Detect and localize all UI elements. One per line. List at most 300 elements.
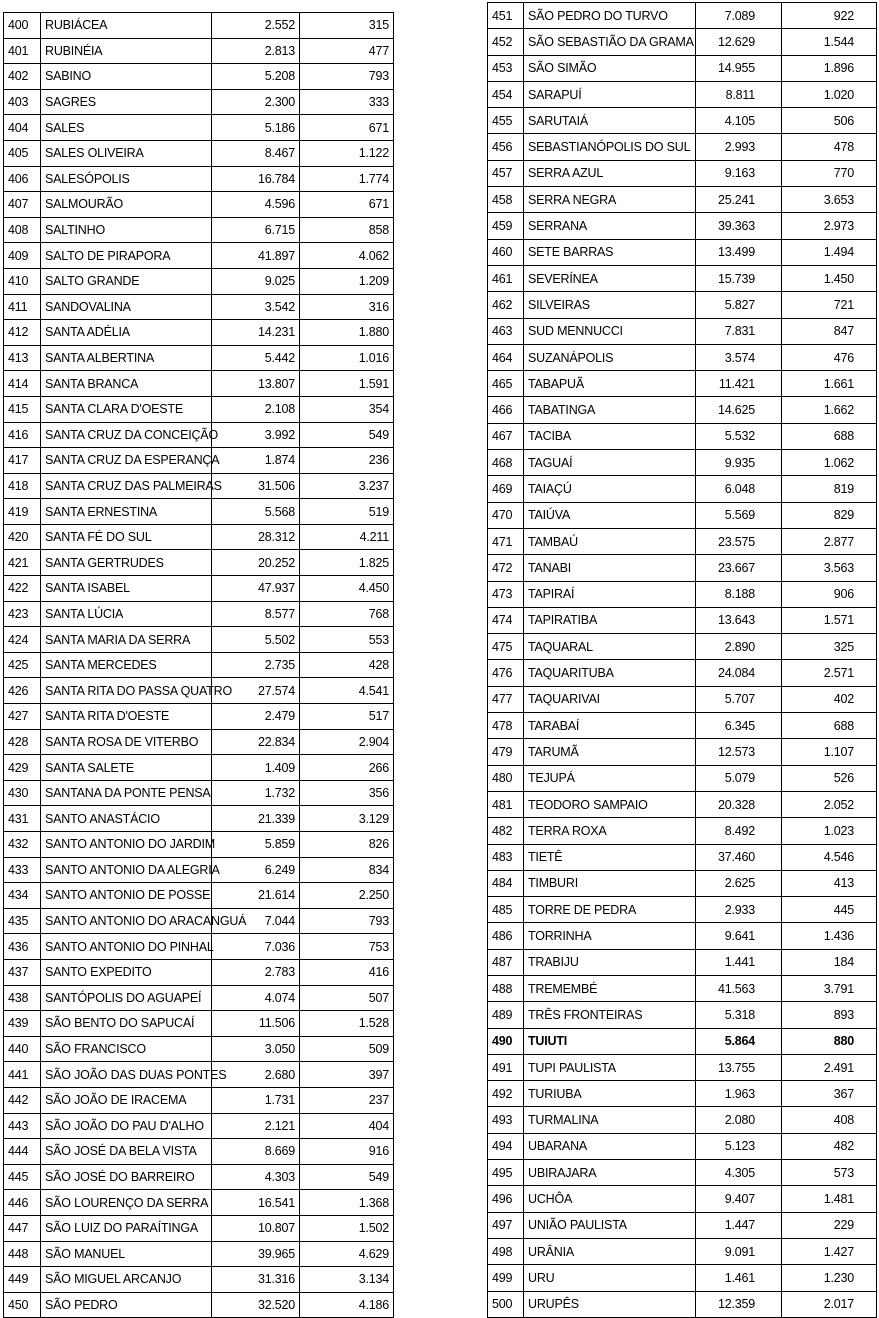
row-number: 426	[4, 678, 41, 704]
municipality-name: SÃO MANUEL	[41, 1241, 212, 1267]
table-row	[4, 576, 394, 602]
table-row	[4, 396, 394, 422]
value-1: 5.859	[212, 832, 300, 858]
value-2: 1.825	[300, 550, 394, 576]
table-row	[4, 1292, 394, 1318]
value-1: 8.577	[212, 601, 300, 627]
table-row	[488, 686, 877, 712]
value-2: 325	[782, 634, 877, 660]
row-number: 415	[4, 396, 41, 422]
value-1: 13.643	[696, 607, 782, 633]
value-2: 478	[782, 134, 877, 160]
value-1: 23.667	[696, 555, 782, 581]
row-number: 479	[488, 739, 524, 765]
value-2: 2.571	[782, 660, 877, 686]
value-1: 14.625	[696, 397, 782, 423]
value-1: 6.249	[212, 857, 300, 883]
value-2: 402	[782, 686, 877, 712]
value-1: 12.629	[696, 29, 782, 55]
value-1: 2.783	[212, 959, 300, 985]
value-2: 1.062	[782, 450, 877, 476]
value-1: 2.735	[212, 652, 300, 678]
row-number: 410	[4, 268, 41, 294]
table-row	[488, 870, 877, 896]
table-row	[488, 1081, 877, 1107]
municipality-name: TERRA ROXA	[524, 818, 696, 844]
value-2: 1.450	[782, 265, 877, 291]
table-row	[4, 1139, 394, 1165]
value-1: 5.502	[212, 627, 300, 653]
value-2: 916	[300, 1139, 394, 1165]
value-2: 1.774	[300, 166, 394, 192]
value-1: 2.813	[212, 38, 300, 64]
municipality-name: SANTO EXPEDITO	[41, 959, 212, 985]
value-1: 13.755	[696, 1054, 782, 1080]
value-1: 5.864	[696, 1028, 782, 1054]
table-row	[4, 1011, 394, 1037]
row-number: 490	[488, 1028, 524, 1054]
value-2: 506	[782, 108, 877, 134]
value-2: 354	[300, 396, 394, 422]
value-1: 2.108	[212, 396, 300, 422]
table-row	[488, 923, 877, 949]
table-row	[488, 791, 877, 817]
row-number: 478	[488, 713, 524, 739]
table-row	[488, 476, 877, 502]
municipality-name: TAMBAÚ	[524, 528, 696, 554]
municipality-name: SAGRES	[41, 89, 212, 115]
municipality-name: SÃO JOÃO DO PAU D'ALHO	[41, 1113, 212, 1139]
table-row	[4, 38, 394, 64]
municipality-name: SEBASTIANÓPOLIS DO SUL	[524, 134, 696, 160]
value-1: 1.963	[696, 1081, 782, 1107]
value-1: 8.492	[696, 818, 782, 844]
value-2: 476	[782, 344, 877, 370]
row-number: 452	[488, 29, 524, 55]
row-number: 406	[4, 166, 41, 192]
value-1: 39.965	[212, 1241, 300, 1267]
value-2: 880	[782, 1028, 877, 1054]
value-2: 4.541	[300, 678, 394, 704]
value-2: 236	[300, 448, 394, 474]
value-1: 28.312	[212, 524, 300, 550]
value-2: 721	[782, 292, 877, 318]
table-row	[4, 985, 394, 1011]
municipality-name: SILVEIRAS	[524, 292, 696, 318]
value-2: 2.017	[782, 1291, 877, 1317]
municipality-name: SANTA ERNESTINA	[41, 499, 212, 525]
value-1: 5.208	[212, 64, 300, 90]
table-row	[4, 1036, 394, 1062]
table-row	[488, 81, 877, 107]
value-2: 1.023	[782, 818, 877, 844]
row-number: 418	[4, 473, 41, 499]
municipality-name: TIETÊ	[524, 844, 696, 870]
table-row	[488, 634, 877, 660]
municipality-name: TORRE DE PEDRA	[524, 897, 696, 923]
municipality-name: SÃO MIGUEL ARCANJO	[41, 1267, 212, 1293]
municipality-name: SÃO JOÃO DAS DUAS PONTES	[41, 1062, 212, 1088]
value-2: 1.481	[782, 1186, 877, 1212]
table-row	[4, 243, 394, 269]
value-2: 3.791	[782, 975, 877, 1001]
row-number: 423	[4, 601, 41, 627]
value-2: 1.020	[782, 81, 877, 107]
municipality-name: TANABI	[524, 555, 696, 581]
row-number: 497	[488, 1212, 524, 1238]
row-number: 447	[4, 1215, 41, 1241]
value-1: 27.574	[212, 678, 300, 704]
row-number: 485	[488, 897, 524, 923]
value-1: 3.542	[212, 294, 300, 320]
value-2: 507	[300, 985, 394, 1011]
row-number: 422	[4, 576, 41, 602]
row-number: 465	[488, 371, 524, 397]
municipality-name: SANTO ANTONIO DO JARDIM	[41, 832, 212, 858]
municipality-name: SANTA CRUZ DA ESPERANÇA	[41, 448, 212, 474]
table-row	[4, 448, 394, 474]
value-1: 2.080	[696, 1107, 782, 1133]
table-row	[4, 857, 394, 883]
municipality-name: SÃO SIMÃO	[524, 55, 696, 81]
value-1: 7.089	[696, 3, 782, 29]
row-number: 446	[4, 1190, 41, 1216]
table-row	[4, 524, 394, 550]
value-2: 688	[782, 423, 877, 449]
value-1: 5.532	[696, 423, 782, 449]
value-2: 2.491	[782, 1054, 877, 1080]
table-row	[4, 1113, 394, 1139]
table-row	[4, 1267, 394, 1293]
value-1: 9.641	[696, 923, 782, 949]
value-1: 2.552	[212, 13, 300, 39]
table-row	[4, 780, 394, 806]
municipality-name: SANTA LÚCIA	[41, 601, 212, 627]
value-2: 793	[300, 64, 394, 90]
row-number: 403	[4, 89, 41, 115]
value-1: 15.739	[696, 265, 782, 291]
row-number: 439	[4, 1011, 41, 1037]
table-row	[4, 473, 394, 499]
table-row	[488, 1238, 877, 1264]
municipality-name: SÃO LUIZ DO PARAÍTINGA	[41, 1215, 212, 1241]
value-1: 8.669	[212, 1139, 300, 1165]
value-1: 5.079	[696, 765, 782, 791]
row-number: 419	[4, 499, 41, 525]
value-2: 906	[782, 581, 877, 607]
value-1: 4.074	[212, 985, 300, 1011]
table-row	[4, 627, 394, 653]
value-1: 1.447	[696, 1212, 782, 1238]
municipality-name: SANDOVALINA	[41, 294, 212, 320]
municipality-name: RUBINÉIA	[41, 38, 212, 64]
value-1: 9.163	[696, 160, 782, 186]
value-1: 2.121	[212, 1113, 300, 1139]
municipality-name: SARAPUÍ	[524, 81, 696, 107]
table-row	[488, 1107, 877, 1133]
value-1: 2.890	[696, 634, 782, 660]
table-row	[4, 166, 394, 192]
row-number: 442	[4, 1087, 41, 1113]
table-row	[4, 908, 394, 934]
municipality-name: TABAPUÃ	[524, 371, 696, 397]
table-row	[488, 239, 877, 265]
value-1: 31.506	[212, 473, 300, 499]
value-2: 408	[782, 1107, 877, 1133]
value-1: 8.811	[696, 81, 782, 107]
row-number: 409	[4, 243, 41, 269]
value-1: 7.831	[696, 318, 782, 344]
table-row	[488, 1265, 877, 1291]
value-1: 16.784	[212, 166, 300, 192]
row-number: 494	[488, 1133, 524, 1159]
municipality-name: TRÊS FRONTEIRAS	[524, 1002, 696, 1028]
municipality-name: SANTA GERTRUDES	[41, 550, 212, 576]
value-2: 1.368	[300, 1190, 394, 1216]
municipality-name: SANTA ISABEL	[41, 576, 212, 602]
value-2: 1.544	[782, 29, 877, 55]
row-number: 475	[488, 634, 524, 660]
table-row	[488, 29, 877, 55]
table-row	[4, 959, 394, 985]
municipality-name: TAPIRAÍ	[524, 581, 696, 607]
municipality-name: SANTA ALBERTINA	[41, 345, 212, 371]
row-number: 459	[488, 213, 524, 239]
row-number: 417	[4, 448, 41, 474]
table-row	[488, 3, 877, 29]
value-1: 5.123	[696, 1133, 782, 1159]
table-row	[488, 1054, 877, 1080]
value-2: 509	[300, 1036, 394, 1062]
row-number: 467	[488, 423, 524, 449]
value-1: 6.048	[696, 476, 782, 502]
row-number: 466	[488, 397, 524, 423]
municipality-name: SANTO ANTONIO DO PINHAL	[41, 934, 212, 960]
table-row	[4, 550, 394, 576]
value-2: 237	[300, 1087, 394, 1113]
value-2: 1.896	[782, 55, 877, 81]
value-1: 5.569	[696, 502, 782, 528]
municipality-name: UNIÃO PAULISTA	[524, 1212, 696, 1238]
table-row	[4, 422, 394, 448]
table-row	[488, 713, 877, 739]
value-2: 1.427	[782, 1238, 877, 1264]
row-number: 437	[4, 959, 41, 985]
value-1: 4.305	[696, 1160, 782, 1186]
table-row	[4, 13, 394, 39]
table-row	[488, 55, 877, 81]
row-number: 421	[4, 550, 41, 576]
municipality-name: URU	[524, 1265, 696, 1291]
value-2: 1.209	[300, 268, 394, 294]
table-row	[488, 897, 877, 923]
row-number: 477	[488, 686, 524, 712]
value-2: 3.129	[300, 806, 394, 832]
municipality-name: UBARANA	[524, 1133, 696, 1159]
municipality-name: SALTO GRANDE	[41, 268, 212, 294]
value-1: 1.441	[696, 949, 782, 975]
value-1: 9.091	[696, 1238, 782, 1264]
row-number: 401	[4, 38, 41, 64]
value-2: 2.877	[782, 528, 877, 554]
value-1: 41.563	[696, 975, 782, 1001]
table-body-right	[488, 3, 877, 1318]
value-2: 1.230	[782, 1265, 877, 1291]
row-number: 487	[488, 949, 524, 975]
municipality-name: TAIAÇÚ	[524, 476, 696, 502]
row-number: 413	[4, 345, 41, 371]
value-1: 20.252	[212, 550, 300, 576]
value-1: 11.421	[696, 371, 782, 397]
row-number: 443	[4, 1113, 41, 1139]
value-1: 3.992	[212, 422, 300, 448]
municipality-name: SÃO LOURENÇO DA SERRA	[41, 1190, 212, 1216]
municipality-name: SANTA RITA DO PASSA QUATRO	[41, 678, 212, 704]
row-number: 436	[4, 934, 41, 960]
table-row	[4, 192, 394, 218]
row-number: 489	[488, 1002, 524, 1028]
value-2: 333	[300, 89, 394, 115]
municipality-name: SANTA MARIA DA SERRA	[41, 627, 212, 653]
row-number: 420	[4, 524, 41, 550]
row-number: 416	[4, 422, 41, 448]
value-1: 12.359	[696, 1291, 782, 1317]
table-row	[4, 1241, 394, 1267]
value-1: 6.715	[212, 217, 300, 243]
row-number: 468	[488, 450, 524, 476]
row-number: 431	[4, 806, 41, 832]
table-row	[4, 268, 394, 294]
municipality-name: SANTO ANASTÁCIO	[41, 806, 212, 832]
value-1: 9.407	[696, 1186, 782, 1212]
table-row	[488, 1160, 877, 1186]
municipality-name: TAQUARAL	[524, 634, 696, 660]
municipality-table-left	[3, 12, 394, 1318]
municipality-name: TURMALINA	[524, 1107, 696, 1133]
row-number: 496	[488, 1186, 524, 1212]
table-row	[488, 292, 877, 318]
table-row	[4, 806, 394, 832]
row-number: 498	[488, 1238, 524, 1264]
row-number: 453	[488, 55, 524, 81]
table-row	[4, 1190, 394, 1216]
municipality-name: SANTA MERCEDES	[41, 652, 212, 678]
value-1: 3.050	[212, 1036, 300, 1062]
table-row	[4, 1087, 394, 1113]
value-2: 413	[782, 870, 877, 896]
value-1: 4.303	[212, 1164, 300, 1190]
table-row	[488, 528, 877, 554]
value-2: 229	[782, 1212, 877, 1238]
row-number: 474	[488, 607, 524, 633]
value-2: 3.563	[782, 555, 877, 581]
value-1: 4.105	[696, 108, 782, 134]
table-row	[4, 755, 394, 781]
table-row	[4, 652, 394, 678]
row-number: 471	[488, 528, 524, 554]
table-row	[4, 345, 394, 371]
row-number: 429	[4, 755, 41, 781]
municipality-name: TAIÚVA	[524, 502, 696, 528]
table-row	[488, 949, 877, 975]
row-number: 444	[4, 1139, 41, 1165]
table-row	[488, 108, 877, 134]
municipality-name: SANTA RITA D'OESTE	[41, 704, 212, 730]
row-number: 500	[488, 1291, 524, 1317]
value-2: 671	[300, 192, 394, 218]
row-number: 480	[488, 765, 524, 791]
value-2: 4.450	[300, 576, 394, 602]
municipality-name: SANTA CRUZ DA CONCEIÇÃO	[41, 422, 212, 448]
value-1: 12.573	[696, 739, 782, 765]
municipality-name: SALES OLIVEIRA	[41, 140, 212, 166]
table-row	[488, 975, 877, 1001]
table-row	[488, 1133, 877, 1159]
municipality-name: SÃO FRANCISCO	[41, 1036, 212, 1062]
table-row	[488, 1002, 877, 1028]
table-row	[488, 423, 877, 449]
municipality-name: SALES	[41, 115, 212, 141]
row-number: 486	[488, 923, 524, 949]
table-row	[4, 704, 394, 730]
row-number: 476	[488, 660, 524, 686]
table-body-left	[4, 13, 394, 1318]
value-2: 671	[300, 115, 394, 141]
value-1: 47.937	[212, 576, 300, 602]
value-1: 5.186	[212, 115, 300, 141]
municipality-name: SANTA FÉ DO SUL	[41, 524, 212, 550]
value-2: 1.661	[782, 371, 877, 397]
municipality-name: SÃO JOÃO DE IRACEMA	[41, 1087, 212, 1113]
value-2: 1.502	[300, 1215, 394, 1241]
municipality-name: SUZANÁPOLIS	[524, 344, 696, 370]
value-2: 553	[300, 627, 394, 653]
value-2: 549	[300, 1164, 394, 1190]
municipality-name: SEVERÍNEA	[524, 265, 696, 291]
value-2: 1.122	[300, 140, 394, 166]
row-number: 488	[488, 975, 524, 1001]
value-2: 753	[300, 934, 394, 960]
table-row	[4, 1164, 394, 1190]
row-number: 450	[4, 1292, 41, 1318]
value-2: 2.973	[782, 213, 877, 239]
value-2: 847	[782, 318, 877, 344]
value-2: 397	[300, 1062, 394, 1088]
value-2: 517	[300, 704, 394, 730]
municipality-name: SANTÓPOLIS DO AGUAPEÍ	[41, 985, 212, 1011]
row-number: 449	[4, 1267, 41, 1293]
value-2: 4.062	[300, 243, 394, 269]
value-2: 834	[300, 857, 394, 883]
table-row	[488, 765, 877, 791]
value-1: 8.467	[212, 140, 300, 166]
value-1: 5.827	[696, 292, 782, 318]
table-row	[488, 397, 877, 423]
value-2: 688	[782, 713, 877, 739]
municipality-name: SALESÓPOLIS	[41, 166, 212, 192]
table-row	[488, 134, 877, 160]
value-2: 858	[300, 217, 394, 243]
value-1: 22.834	[212, 729, 300, 755]
value-2: 3.653	[782, 187, 877, 213]
municipality-name: TARABAÍ	[524, 713, 696, 739]
municipality-name: SANTA CLARA D'OESTE	[41, 396, 212, 422]
table-row	[488, 371, 877, 397]
row-number: 463	[488, 318, 524, 344]
municipality-name: SALMOURÃO	[41, 192, 212, 218]
value-1: 2.993	[696, 134, 782, 160]
table-row	[4, 89, 394, 115]
